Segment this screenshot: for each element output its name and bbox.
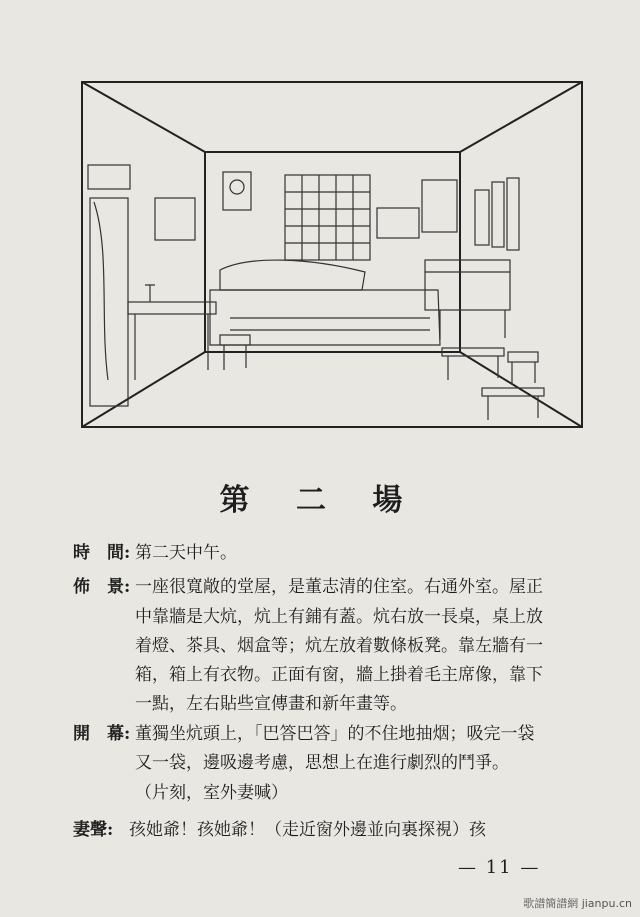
picture-right [422, 180, 457, 232]
time-label: 時 間: [73, 543, 131, 563]
setting-line-3: 着燈、茶具、烟盒等；炕左放着數條板凳。靠左牆有一 [135, 636, 543, 656]
curtain-line-1 [73, 722, 535, 746]
scroll-3 [507, 178, 519, 250]
picture-left [155, 198, 195, 240]
wife-line [73, 818, 486, 842]
room-illustration [80, 80, 585, 430]
upper-left-plaque [88, 165, 130, 189]
bench-2 [482, 388, 544, 396]
scroll-2 [492, 182, 504, 247]
time-text: 第二天中午。 [135, 543, 237, 563]
lamp [145, 285, 155, 302]
picture-back-right [377, 208, 419, 238]
setting-line-5: 一點，左右貼些宣傳畫和新年畫等。 [135, 694, 407, 714]
frame-outer [82, 82, 582, 427]
setting-label: 佈 景: [73, 577, 131, 597]
wife-label: 妻聲: [73, 820, 114, 840]
door [90, 198, 128, 406]
setting-text-1: 一座很寬敞的堂屋，是董志清的住室。右通外室。屋正 [135, 577, 543, 597]
curtain-text-1: 董獨坐炕頭上，「巴答巴答」的不住地抽烟；吸完一袋 [135, 724, 535, 744]
scroll-1 [475, 190, 489, 245]
setting-line-1 [73, 575, 543, 599]
page-number: — 11 — [458, 857, 541, 878]
window [285, 175, 370, 260]
time-line [73, 541, 237, 565]
bedding [220, 260, 365, 290]
scene-title: 第 二 場 [219, 483, 421, 518]
portrait [223, 172, 251, 210]
stool-left [220, 335, 250, 345]
table [128, 302, 216, 314]
stool-right [508, 352, 538, 362]
setting-line-2: 中靠牆是大炕，炕上有鋪有蓋。炕右放一長桌，桌上放 [135, 607, 543, 627]
watermark: 歌譜簡譜網 jianpu.cn [523, 897, 632, 910]
chest [425, 260, 510, 310]
stage-direction: （片刻，室外妻喊） [135, 783, 288, 803]
curtain-label: 開 幕: [73, 724, 131, 744]
setting-line-4: 箱，箱上有衣物。正面有窗，牆上掛着毛主席像，靠下 [135, 665, 543, 685]
curtain-line-2: 又一袋，邊吸邊考慮，思想上在進行劇烈的鬥爭。 [135, 753, 509, 773]
wife-text: 孩她爺！孩她爺！（走近窗外邊並向裏探視）孩 [129, 820, 486, 840]
